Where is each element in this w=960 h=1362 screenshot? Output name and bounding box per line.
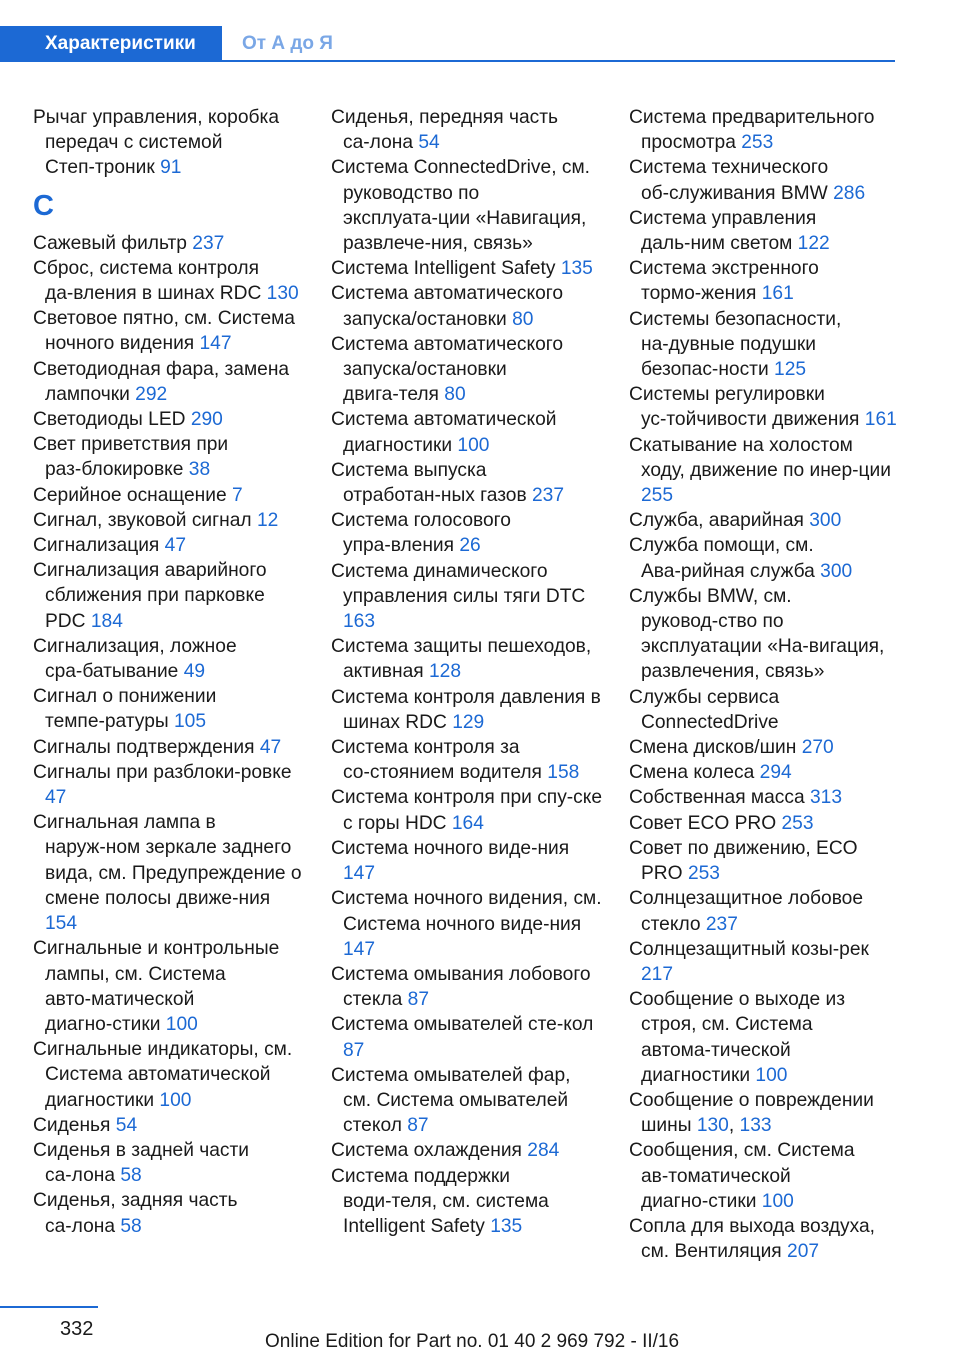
index-entry-text: Сигнальная лампа в наруж‑ном зеркале заднего вида, см. Предупреждение о смене полосы движе‑ния (33, 812, 302, 909)
header-divider (222, 60, 895, 62)
index-entry-text: Служба помощи, см. Ава‑рийная служба (629, 535, 815, 582)
index-entry (33, 231, 305, 256)
index-entry-text: Сиденья (33, 1114, 111, 1136)
index-entry (629, 105, 897, 155)
index-entry-text: Система контроля при спу‑ске с горы HDC (331, 787, 603, 834)
page-number: 332 (60, 1318, 94, 1340)
page-reference-link[interactable]: 100 (159, 1089, 192, 1111)
index-entry (331, 458, 603, 508)
index-entry (33, 684, 305, 734)
page-reference-link[interactable]: 294 (759, 762, 792, 784)
index-entry-text: Сиденья в задней части са‑лона (33, 1139, 250, 1187)
page-reference-link[interactable]: 237 (705, 913, 738, 935)
index-column-3 (629, 105, 897, 1264)
index-entry (33, 735, 305, 760)
index-entry (629, 307, 897, 383)
page-reference-link[interactable]: 300 (809, 510, 842, 532)
page-reference-link[interactable]: 26 (459, 535, 481, 557)
page-reference-link[interactable]: 184 (90, 610, 123, 632)
page-reference-link[interactable]: 130 (696, 1115, 729, 1137)
index-entry-text: Системы безопасности, на‑дувные подушки безопас‑ности (629, 308, 842, 381)
index-entry-text: Серийное оснащение (33, 484, 227, 506)
index-entry-text: Смена дисков/шин (629, 737, 797, 759)
index-entry-text: Система ночного видения, см. Система ночного виде‑ния (331, 888, 602, 935)
index-entry (33, 1188, 305, 1238)
index-entry (629, 256, 897, 306)
page-reference-link[interactable]: 300 (820, 560, 853, 582)
page-number-rule (0, 1306, 98, 1308)
index-entry-text: Система выпуска отработан‑ных газов (331, 459, 527, 507)
index-entry (33, 936, 305, 1037)
page-reference-link[interactable]: 135 (490, 1215, 523, 1237)
index-entry-text: Система голосового упра‑вления (331, 510, 511, 557)
index-entry-text: Система охлаждения (331, 1140, 522, 1162)
index-entry-text: Сообщение о выходе из строя, см. Система автома‑тической диагностики (629, 989, 846, 1086)
index-entry (33, 105, 305, 181)
page-reference-link[interactable]: 147 (343, 863, 376, 885)
index-entry (33, 483, 305, 508)
page-reference-link[interactable]: 47 (45, 787, 67, 809)
index-entry-text: Система Intelligent Safety (331, 258, 556, 280)
page-reference-link[interactable]: 147 (199, 333, 232, 355)
index-entry (33, 357, 305, 407)
index-entry-text: Светодиоды LED (33, 409, 186, 431)
index-entry-text: Сигналы при разблоки‑ровке (33, 761, 292, 783)
page-reference-link[interactable]: 255 (641, 485, 674, 507)
page-reference-link[interactable]: 100 (165, 1013, 198, 1035)
page-reference-link[interactable]: 290 (190, 409, 223, 431)
page-reference-link[interactable]: 286 (833, 182, 866, 204)
index-entry (331, 105, 603, 155)
index-entry (331, 962, 603, 1012)
page-reference-link[interactable]: 125 (774, 359, 807, 381)
page-reference-link[interactable]: 54 (115, 1114, 138, 1136)
page-reference-link[interactable]: 292 (135, 383, 168, 405)
index-entry-text: Система омывания лобового стекла (331, 963, 591, 1011)
index-entry (629, 785, 897, 810)
index-entry (629, 433, 897, 509)
page-reference-link[interactable]: 91 (160, 157, 182, 179)
index-entry (629, 1138, 897, 1214)
index-entry-text: Сигнализация аварийного сближения при парковке PDC (33, 560, 267, 632)
index-entry (33, 533, 305, 558)
index-entry-text: Рычаг управления, коробка передач с системой Степ‑троник (33, 107, 279, 179)
page-reference-link[interactable]: 154 (45, 913, 78, 935)
index-entry (331, 886, 603, 962)
page-reference-link[interactable]: 100 (457, 434, 490, 456)
page-reference-link[interactable]: 87 (407, 989, 430, 1011)
page-reference-link[interactable]: 80 (512, 308, 534, 330)
page-reference-link[interactable]: 12 (256, 509, 279, 531)
index-entry-text: Свет приветствия при раз‑блокировке (33, 434, 229, 481)
index-entry (331, 332, 603, 408)
page-reference-link[interactable]: 207 (787, 1241, 820, 1263)
index-entry-text: Сигнализация, ложное сра‑батывание (33, 635, 237, 683)
index-entry (629, 533, 897, 583)
index-entry (629, 987, 897, 1088)
index-entry-text: Совет по движению, ECO PRO (629, 837, 858, 885)
page-reference-link[interactable]: 47 (259, 736, 282, 758)
index-entry (629, 584, 897, 685)
index-entry-text: Сигнальные индикаторы, см. Система автоматической диагностики (33, 1039, 293, 1111)
index-entry (331, 634, 603, 684)
index-entry-text: Совет ECO PRO (629, 812, 777, 834)
page-reference-link[interactable]: 253 (687, 863, 720, 885)
index-entry (33, 1138, 305, 1188)
index-entry (33, 1037, 305, 1113)
index-entry-text: Система автоматической диагностики (331, 409, 557, 456)
index-entry (33, 558, 305, 634)
index-entry (629, 735, 897, 760)
index-entry (629, 206, 897, 256)
index-entry-text: Система экстренного тормо‑жения (629, 258, 819, 305)
index-entry-text: Сигнальные и контрольные лампы, см. Система авто‑матической диагно‑стики (33, 938, 280, 1035)
index-entry-text: Система поддержки води‑теля, см. система Intelligent Safety (331, 1165, 549, 1237)
page-reference-link[interactable]: 284 (527, 1140, 560, 1162)
index-entry (629, 836, 897, 886)
index-entry-text: Система предварительного просмотра (629, 107, 875, 154)
page-reference-link[interactable]: 158 (547, 762, 580, 784)
index-entry (331, 685, 603, 735)
index-column-1 (33, 105, 305, 1239)
index-entry-text: Смена колеса (629, 762, 755, 784)
index-entry (629, 760, 897, 785)
index-entry (33, 760, 305, 810)
index-column-2 (331, 105, 603, 1239)
index-entry-text: Система технического об‑служивания BMW (629, 157, 829, 204)
index-entry (331, 836, 603, 886)
index-letter-heading: С (33, 189, 54, 222)
index-entry (33, 256, 305, 306)
index-entry (331, 281, 603, 331)
index-entry-text: Система ночного виде‑ния (331, 837, 570, 859)
page-reference-link[interactable]: 237 (192, 232, 225, 254)
index-entry (629, 685, 897, 735)
index-entry (331, 1138, 603, 1163)
page-reference-link[interactable]: 253 (741, 132, 774, 154)
index-entry (629, 886, 897, 936)
page-reference-link[interactable]: 313 (809, 787, 842, 809)
index-entry-text: Система контроля давления в шинах RDC (331, 686, 601, 733)
page-reference-link[interactable]: 87 (343, 1039, 365, 1061)
page-reference-link[interactable]: 237 (531, 485, 564, 507)
index-entry (33, 1113, 305, 1138)
page-reference-link[interactable]: 135 (560, 258, 593, 280)
page-reference-link[interactable]: 49 (183, 661, 206, 683)
page-reference-link[interactable]: 7 (232, 484, 243, 506)
index-entry (331, 508, 603, 558)
index-entry (629, 382, 897, 432)
index-entry-text: Система защиты пешеходов, активная (331, 636, 592, 683)
page-reference-link[interactable]: 133 (739, 1115, 772, 1137)
index-entry-text: Сообщения, см. Система ав‑томатической диагно‑стики (629, 1140, 855, 1212)
page-reference-link[interactable]: 217 (641, 963, 674, 985)
page-reference-link[interactable]: 147 (343, 938, 376, 960)
index-entry (331, 256, 603, 281)
index-entry-text: Сообщение о повреждении шины (629, 1089, 874, 1137)
index-entry-text: Сопла для выхода воздуха, см. Вентиляция (629, 1215, 876, 1263)
page-reference-link[interactable]: 253 (781, 812, 814, 834)
index-entry-text: Солнцезащитное лобовое стекло (629, 888, 864, 935)
index-entry (33, 508, 305, 533)
page-reference-link[interactable]: 105 (174, 711, 207, 733)
index-entry-text: Сигнал о понижении темпе‑ратуры (33, 686, 217, 733)
section-tab-a-to-z[interactable]: От А до Я (242, 33, 333, 54)
index-entry-text: Сажевый фильтр (33, 232, 187, 254)
index-entry-text: Сигнал, звуковой сигнал (33, 509, 252, 531)
index-entry-text: Сигнализация (33, 535, 160, 557)
footer-edition-text: Online Edition for Part no. 01 40 2 969 792 - II/16 (265, 1331, 680, 1352)
index-entry (331, 1012, 603, 1062)
index-entry (629, 508, 897, 533)
index-entry-text: Система ConnectedDrive, см. руководство по эксплуата‑ции «Навигация, развлече‑ния, связь» (331, 157, 590, 255)
page-reference-link[interactable]: 128 (428, 661, 461, 683)
index-entry-text: Системы регулировки ус‑тойчивости движения (629, 384, 860, 431)
index-entry (629, 1214, 897, 1264)
page-reference-link[interactable]: 122 (797, 233, 830, 255)
index-entry (33, 306, 305, 356)
index-entry-text: Система динамического управления силы тяги DTC (331, 560, 586, 607)
index-entry-text: Система омывателей сте‑кол (331, 1014, 594, 1036)
page-reference-link[interactable]: 164 (451, 812, 484, 834)
page-reference-link[interactable]: 161 (761, 283, 794, 305)
index-entry-text: Система автоматического запуска/остановки двига‑теля (331, 333, 564, 406)
section-tab-characteristics[interactable]: Характеристики (0, 26, 222, 62)
index-entry-text: Скатывание на холостом ходу, движение по инер‑ции (629, 434, 891, 481)
index-entry-text: Система контроля за со‑стоянием водителя (331, 737, 542, 784)
index-entry-text: Сброс, система контроля да‑вления в шинах RDC (33, 257, 262, 305)
index-entry (33, 810, 305, 936)
page-reference-link[interactable]: 38 (188, 459, 211, 481)
page-reference-link[interactable]: 129 (452, 711, 485, 733)
page-reference-link[interactable]: 130 (266, 283, 299, 305)
index-entry-text: Система омывателей фар, см. Система омывателей стекол (331, 1064, 571, 1137)
index-entry (33, 634, 305, 684)
index-entry (331, 155, 603, 256)
index-entry (331, 735, 603, 785)
index-entry-text: Сигналы подтверждения (33, 736, 255, 758)
index-entry-text: Службы сервиса ConnectedDrive (629, 686, 780, 733)
index-entry-text: Световое пятно, см. Система ночного видения (33, 308, 295, 355)
index-entry-text: Система управления даль‑ним светом (629, 207, 817, 255)
page-reference-link[interactable]: 87 (407, 1115, 429, 1137)
index-entry-text: Система автоматического запуска/остановки (331, 283, 564, 330)
page-reference-link[interactable]: 163 (343, 611, 376, 633)
index-entry (629, 811, 897, 836)
page-reference-link[interactable]: 270 (801, 737, 834, 759)
index-entry (629, 937, 897, 987)
index-entry: Сообщение о повреждении шины 130, 133 (629, 1089, 874, 1137)
index-entry (331, 785, 603, 835)
index-entry (331, 1063, 603, 1139)
index-entry-text: Собственная масса (629, 787, 805, 809)
page-reference-link[interactable]: 161 (864, 409, 897, 431)
index-entry-text: Сиденья, задняя часть са‑лона (33, 1190, 238, 1237)
page-reference-link[interactable]: 100 (755, 1064, 788, 1086)
index-entry (331, 559, 603, 635)
page-reference-link[interactable]: 80 (444, 384, 466, 406)
index-entry-text: Светодиодная фара, замена лампочки (33, 358, 290, 405)
page-reference-link[interactable]: 47 (164, 535, 187, 557)
index-entry (629, 155, 897, 205)
page-reference-link[interactable]: 54 (418, 132, 440, 154)
index-entry-text: Сиденья, передняя часть са‑лона (331, 107, 559, 154)
page-reference-link[interactable]: 100 (761, 1190, 794, 1212)
page-header (0, 26, 895, 62)
index-entry (33, 407, 305, 432)
index-entry (33, 432, 305, 482)
index-entry-text: Службы BMW, см. руковод‑ство по эксплуатации «На‑вигация, развлечения, связь» (629, 585, 885, 683)
page-reference-link[interactable]: 58 (120, 1215, 142, 1237)
index-entry (331, 407, 603, 457)
page-reference-link[interactable]: 58 (120, 1165, 142, 1187)
index-entry-text: Служба, аварийная (629, 510, 804, 532)
index-entry (331, 1164, 603, 1240)
index-entry-text: Солнцезащитный козы‑рек (629, 938, 869, 960)
